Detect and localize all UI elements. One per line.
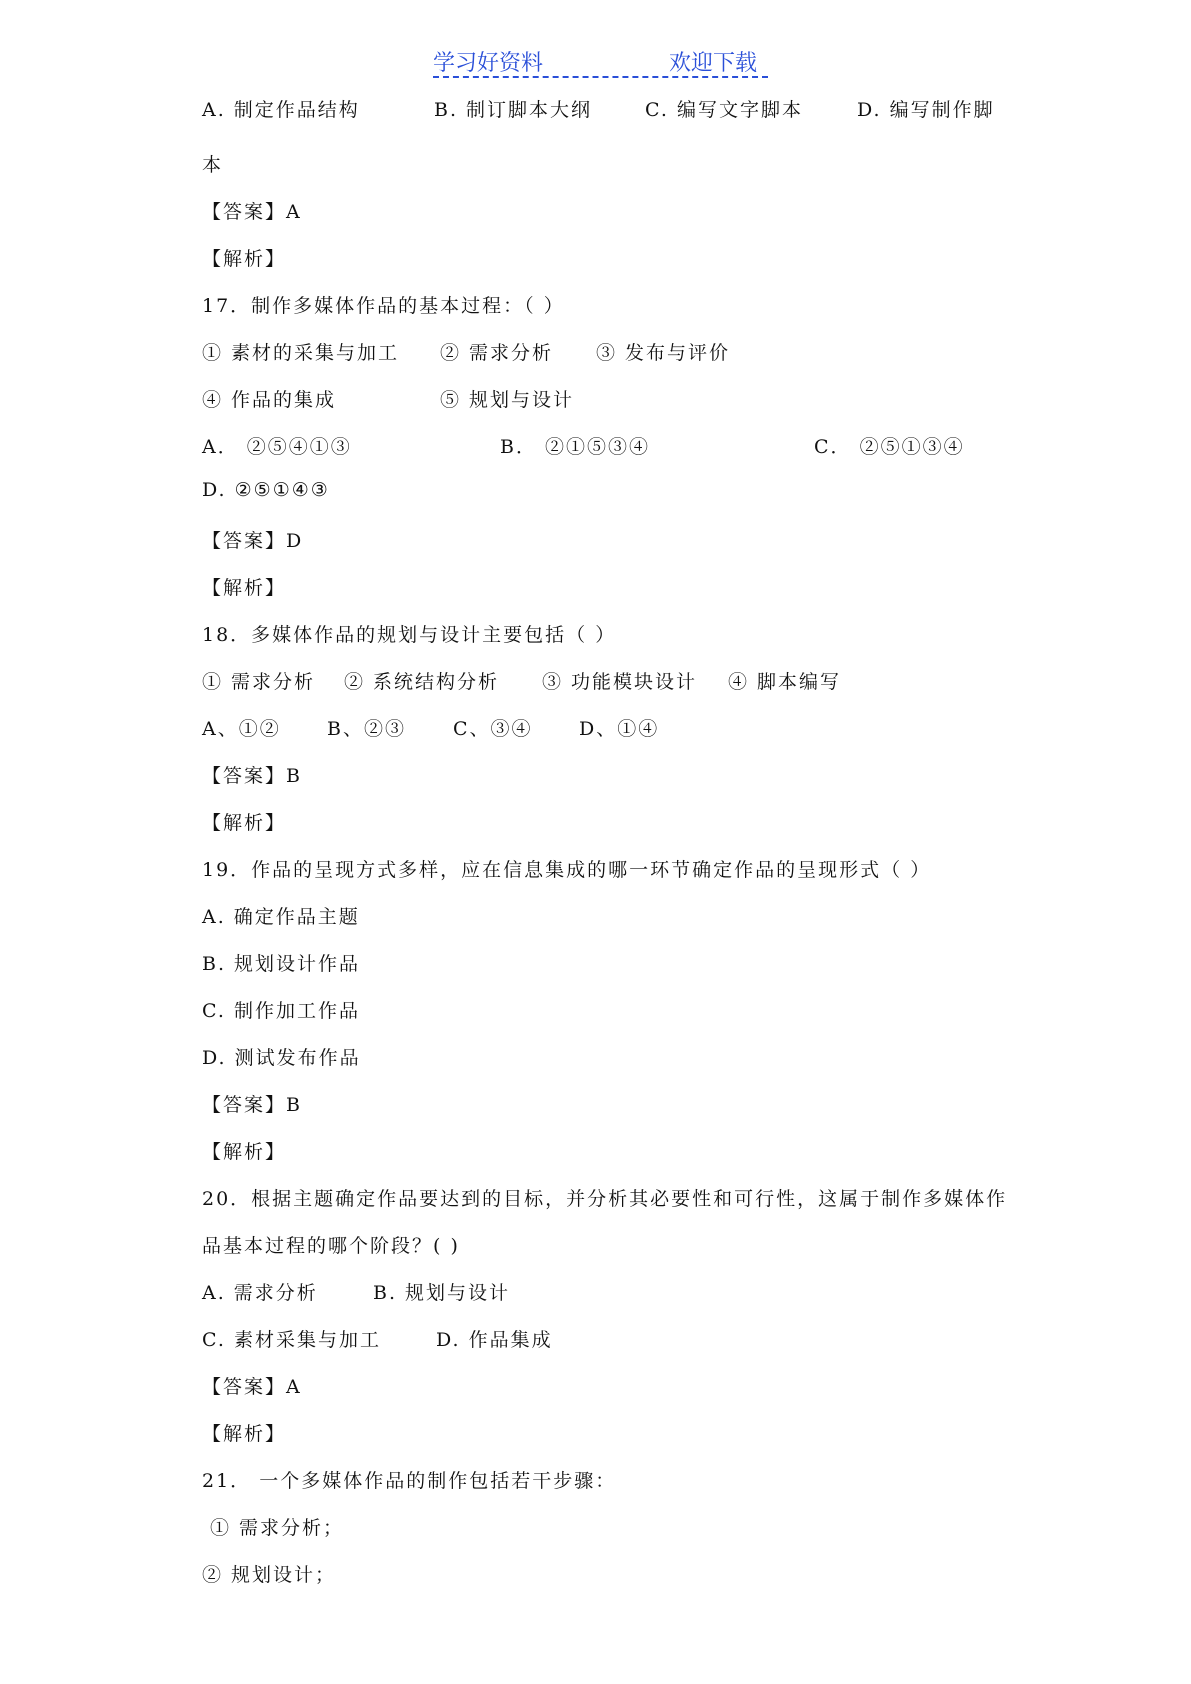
q19-option-b: B. 规划设计作品	[202, 953, 361, 975]
q17-answer: 【答案】D	[202, 530, 304, 552]
q18-item: ② 系统结构分析	[344, 671, 500, 693]
q16-option-b: B. 制订脚本大纲	[434, 99, 593, 121]
q19-answer: 【答案】B	[202, 1094, 302, 1116]
q17-item: ① 素材的采集与加工	[202, 342, 400, 364]
q18-options-row	[0, 714, 1191, 738]
q16-options-row	[0, 95, 1191, 119]
q20-question-cont: 品基本过程的哪个阶段？( )	[202, 1235, 460, 1257]
q18-item: ① 需求分析	[202, 671, 316, 693]
q17-options-row	[0, 432, 1191, 456]
q20-option-b: B. 规划与设计	[373, 1282, 511, 1304]
q21-step: ② 规划设计；	[202, 1564, 337, 1586]
q20-options-row2	[0, 1325, 1191, 1349]
q16-option-c: C. 编写文字脚本	[645, 99, 803, 121]
q17-item: ③ 发布与评价	[596, 342, 731, 364]
q17-option-d: D. ②⑤①④③	[202, 479, 330, 501]
q20-question: 20．根据主题确定作品要达到的目标，并分析其必要性和可行性，这属于制作多媒体作	[202, 1188, 1008, 1210]
q20-analysis: 【解析】	[202, 1423, 287, 1445]
q18-option-d: D、①④	[579, 718, 660, 740]
q19-option-a: A. 确定作品主题	[202, 906, 360, 928]
q17-items-row1	[0, 338, 1191, 362]
q20-option-a: A. 需求分析	[202, 1282, 318, 1304]
q17-item: ④ 作品的集成	[202, 389, 337, 411]
page-header	[433, 46, 768, 78]
q18-item: ④ 脚本编写	[728, 671, 842, 693]
q20-answer: 【答案】A	[202, 1376, 302, 1398]
q18-option-a: A、①②	[202, 718, 281, 740]
q21-step: ① 需求分析；	[210, 1517, 345, 1539]
header-left-text: 学习好资料	[433, 51, 544, 76]
q17-option-c: C． ②⑤①③④	[814, 436, 965, 458]
q20-option-d: D. 作品集成	[436, 1329, 553, 1351]
q16-analysis: 【解析】	[202, 248, 287, 270]
header-right-text: 欢迎下载	[669, 51, 758, 76]
q18-answer: 【答案】B	[202, 765, 302, 787]
q19-analysis: 【解析】	[202, 1141, 287, 1163]
q18-option-c: C、③④	[453, 718, 533, 740]
q19-question: 19．作品的呈现方式多样，应在信息集成的哪一环节确定作品的呈现形式（ ）	[202, 859, 932, 881]
q17-option-b: B． ②①⑤③④	[500, 436, 651, 458]
q20-options-row1	[0, 1278, 1191, 1302]
q16-option-a: A. 制定作品结构	[202, 99, 360, 121]
q17-item: ⑤ 规划与设计	[440, 389, 575, 411]
q16-answer: 【答案】A	[202, 201, 302, 223]
q16-option-d-wrap: 本	[202, 154, 224, 176]
q18-option-b: B、②③	[327, 718, 406, 740]
q17-option-a: A． ②⑤④①③	[202, 436, 352, 458]
q17-analysis: 【解析】	[202, 577, 287, 599]
q18-items-row	[0, 667, 1191, 691]
q19-option-d: D. 测试发布作品	[202, 1047, 361, 1069]
q21-question: 21． 一个多媒体作品的制作包括若干步骤：	[202, 1470, 617, 1492]
q18-item: ③ 功能模块设计	[542, 671, 698, 693]
q17-items-row2	[0, 385, 1191, 409]
q16-option-d: D. 编写制作脚	[857, 99, 995, 121]
q20-option-c: C. 素材采集与加工	[202, 1329, 381, 1351]
q19-option-c: C. 制作加工作品	[202, 1000, 360, 1022]
q18-question: 18．多媒体作品的规划与设计主要包括（ ）	[202, 624, 617, 646]
q17-item: ② 需求分析	[440, 342, 554, 364]
q17-question: 17．制作多媒体作品的基本过程：（ ）	[202, 295, 565, 317]
q18-analysis: 【解析】	[202, 812, 287, 834]
